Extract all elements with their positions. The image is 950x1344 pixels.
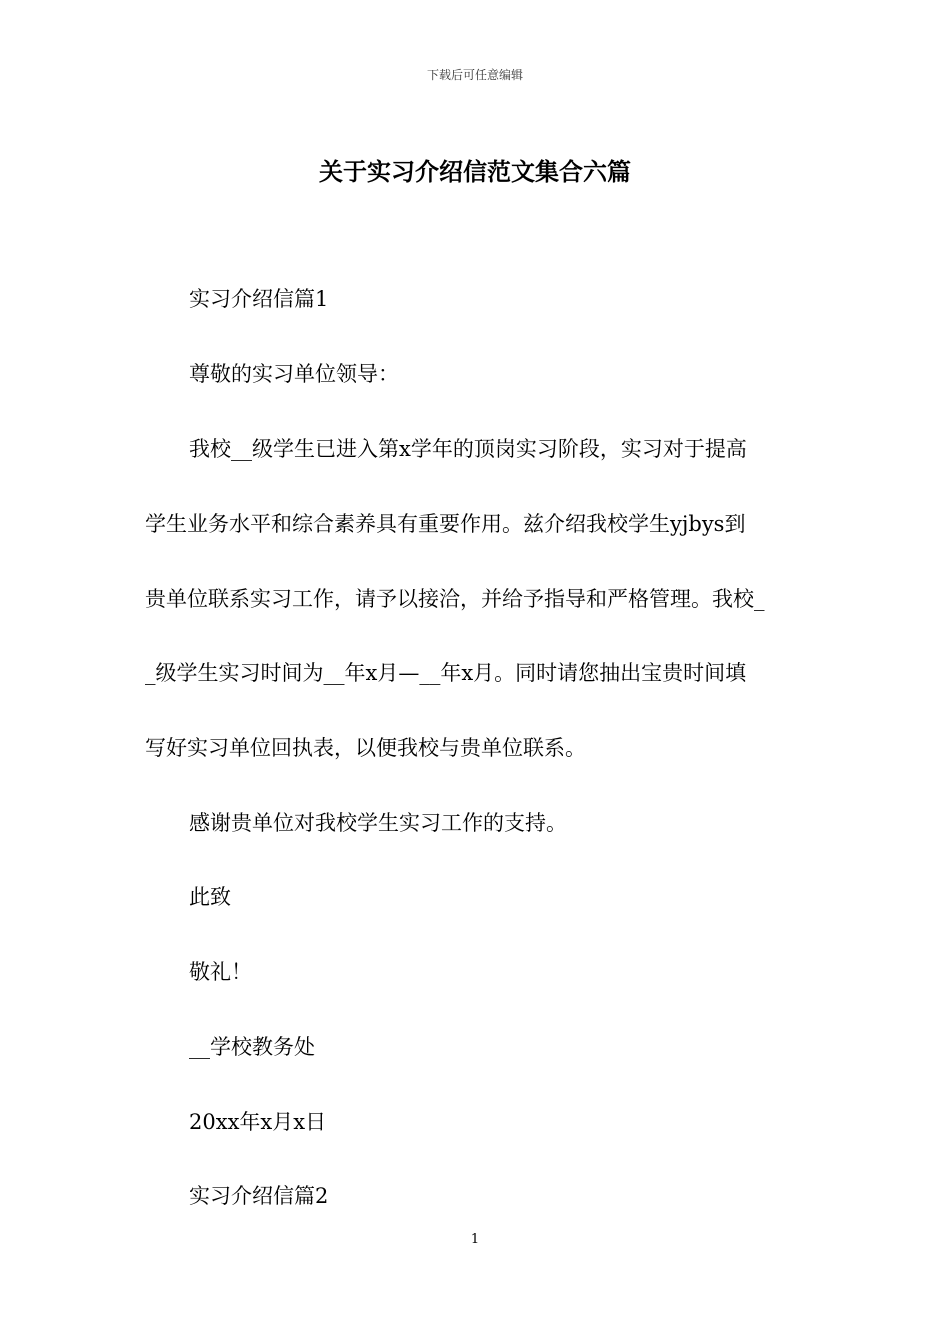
body-line-1: 我校__级学生已进入第x学年的顶岗实习阶段，实习对于提高 [189, 437, 747, 461]
body-line-3: 贵单位联系实习工作，请予以接洽，并给予指导和严格管理。我校_ [145, 587, 765, 611]
thanks-line: 感谢贵单位对我校学生实习工作的支持。 [189, 811, 567, 835]
salutation: 尊敬的实习单位领导： [189, 362, 399, 386]
body-line-4: _级学生实习时间为__年x月—__年x月。同时请您抽出宝贵时间填 [145, 661, 747, 685]
body-line-5: 写好实习单位回执表，以便我校与贵单位联系。 [145, 736, 586, 760]
document-title: 关于实习介绍信范文集合六篇 [319, 157, 631, 186]
section-heading-1: 实习介绍信篇1 [189, 287, 329, 311]
date-line: 20xx年x月x日 [189, 1110, 327, 1134]
page-header-note: 下载后可任意编辑 [426, 68, 523, 82]
section-heading-2: 实习介绍信篇2 [189, 1184, 329, 1208]
page-number: 1 [470, 1232, 480, 1247]
body-line-2: 学生业务水平和综合素养具有重要作用。兹介绍我校学生yjbys到 [145, 512, 746, 536]
signature: __学校教务处 [189, 1035, 315, 1059]
closing-line-2: 敬礼！ [189, 960, 252, 984]
closing-line-1: 此致 [189, 885, 231, 909]
